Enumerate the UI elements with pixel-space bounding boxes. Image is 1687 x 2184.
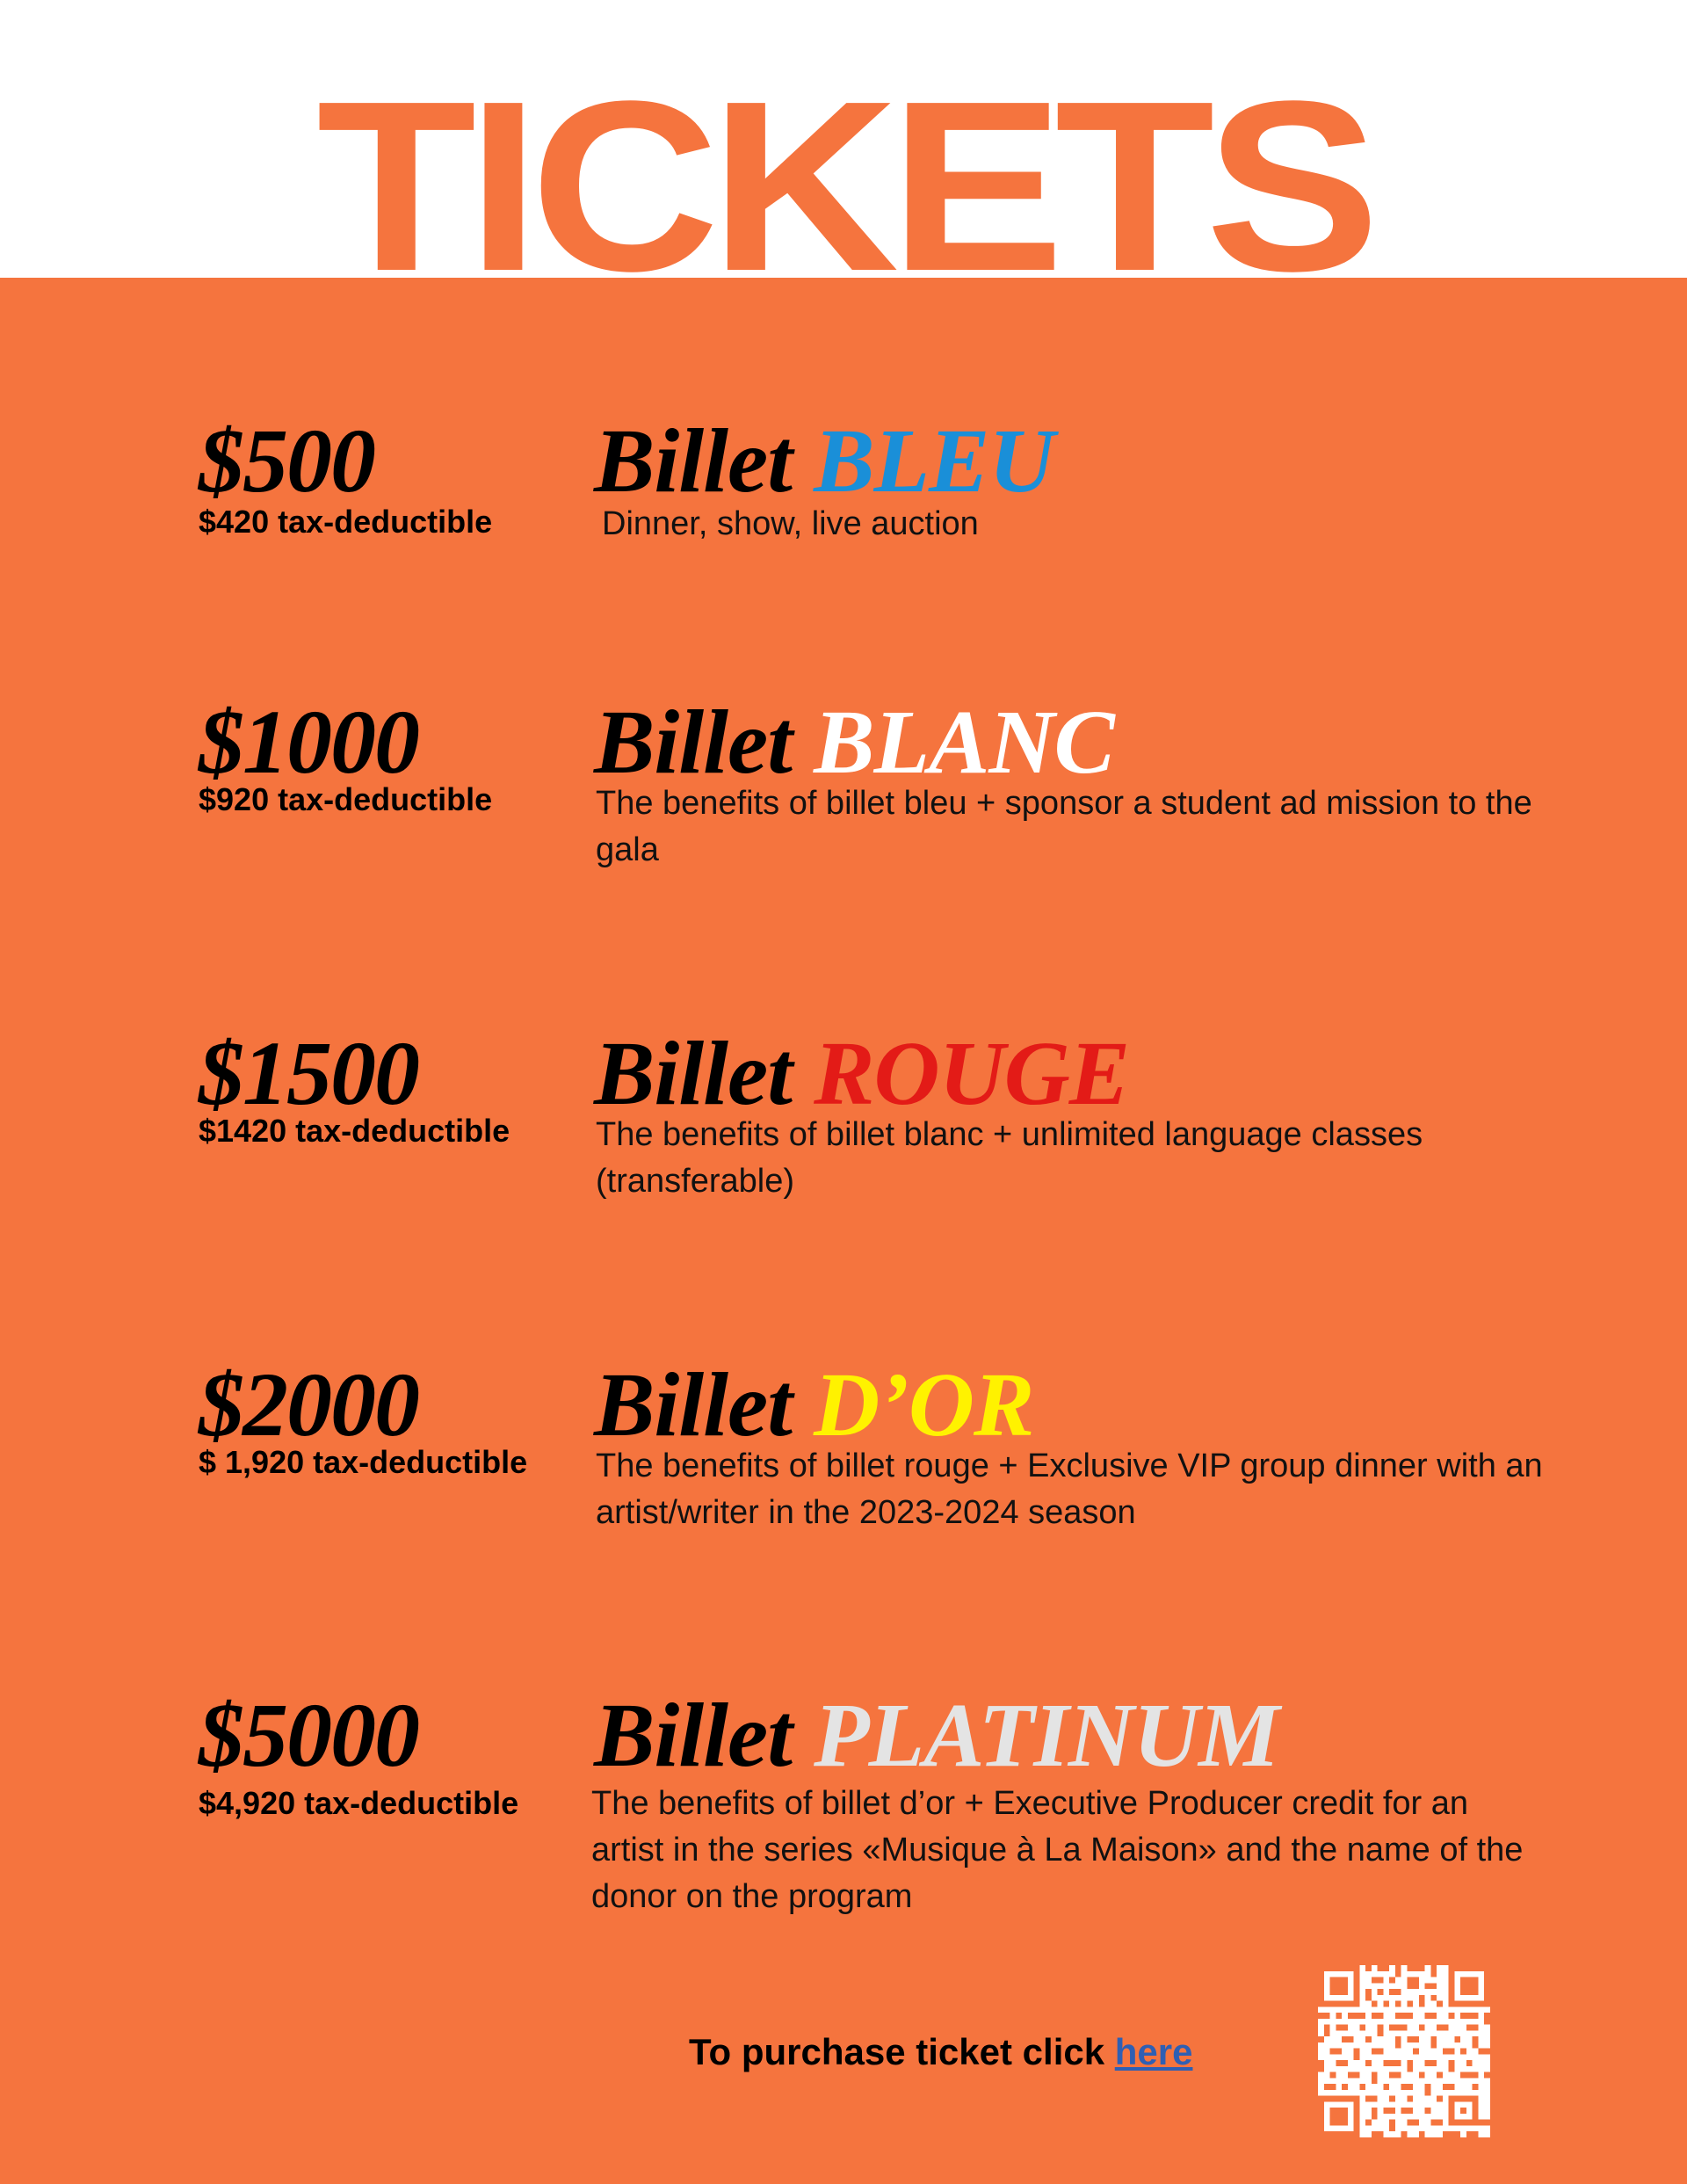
tier-price: $5000: [199, 1685, 418, 1786]
tier-tax-deductible: $920 tax-deductible: [199, 781, 493, 817]
qr-code-icon[interactable]: [1318, 1965, 1490, 2137]
tier-name-accent: D’OR: [814, 1354, 1034, 1455]
tier-name-accent: BLEU: [814, 410, 1054, 512]
tier-description: Dinner, show, live auction: [602, 505, 979, 542]
tier-description: The benefits of billet blanc + unlimited language classes (transferable): [596, 1116, 1423, 1200]
tier-name-accent: PLATINUM: [814, 1685, 1279, 1786]
tier-name: [594, 1023, 1130, 1124]
tier-name-prefix: Billet: [594, 1354, 793, 1455]
purchase-prompt-text: To purchase ticket click: [689, 2031, 1105, 2072]
purchase-prompt: [689, 2028, 1192, 2076]
tier-name-prefix: Billet: [594, 1023, 793, 1124]
tier-name-prefix: Billet: [594, 692, 793, 793]
page-title: TICKETS: [316, 81, 1371, 278]
tier-name: [594, 1687, 1278, 1784]
tier-tax-deductible: $ 1,920 tax-deductible: [199, 1444, 528, 1480]
tier-description: The benefits of billet d’or + Executive Producer credit for an artist in the series «Musique à La Maison» and the name of the donor on the program: [591, 1785, 1524, 1915]
tier-price: $1000: [199, 692, 418, 793]
tier-name: [594, 410, 1054, 512]
tier-tax-deductible: $1420 tax-deductible: [199, 1113, 510, 1149]
tier-description: The benefits of billet bleu + sponsor a student ad mission to the gala: [596, 785, 1532, 868]
tier-name-accent: ROUGE: [814, 1023, 1130, 1124]
purchase-link[interactable]: here: [1114, 2031, 1193, 2072]
tier-name-prefix: Billet: [594, 1685, 793, 1786]
tier-price: $500: [199, 410, 374, 512]
tier-name: [594, 1354, 1034, 1455]
tier-tax-deductible: $4,920 tax-deductible: [199, 1785, 519, 1821]
qr-code-graphic: [1318, 1965, 1490, 2137]
tier-tax-deductible: $420 tax-deductible: [199, 504, 493, 540]
tier-price: $1500: [199, 1023, 418, 1124]
tier-name: [594, 694, 1114, 791]
tier-price: $2000: [199, 1354, 418, 1455]
tier-name-prefix: Billet: [594, 410, 793, 512]
tier-description: The benefits of billet rouge + Exclusive VIP group dinner with an artist/writer in the 2023-2024 season: [596, 1448, 1543, 1531]
tier-name-accent: BLANC: [814, 692, 1114, 793]
